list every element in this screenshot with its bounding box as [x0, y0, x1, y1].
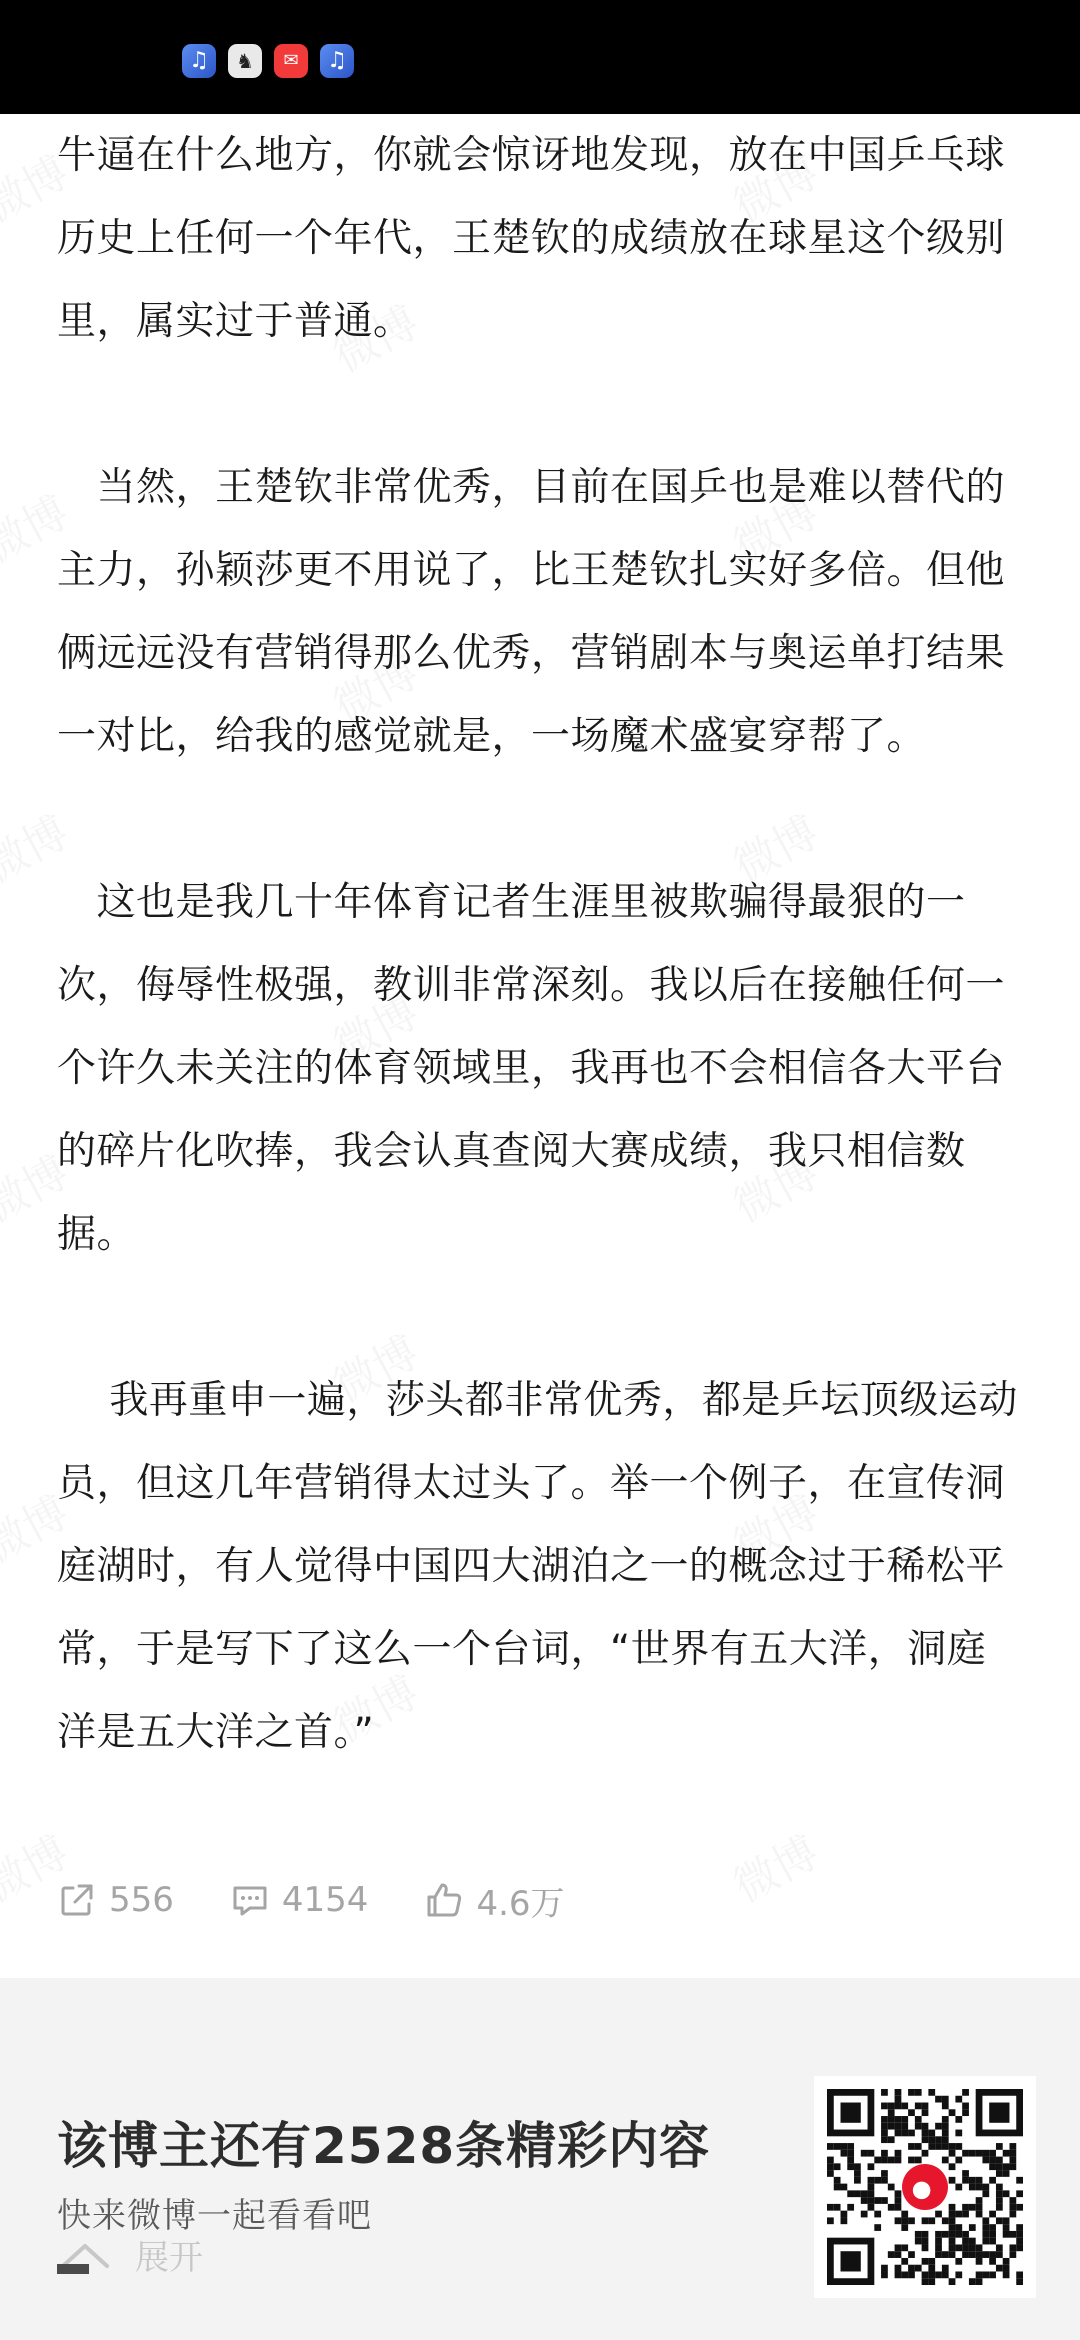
article-paragraph: 牛逼在什么地方，你就会惊讶地发现，放在中国乒乓球历史上任何一个年代，王楚钦的成绩放在球星这个级别里，属实过于普通。	[57, 133, 1006, 344]
promo-subtitle: 快来微博一起看看吧	[57, 2196, 372, 2236]
promo-divider	[57, 2264, 89, 2274]
repost-button[interactable]	[57, 1880, 174, 1920]
thumbs-up-icon	[424, 1880, 464, 1920]
like-button[interactable]	[424, 1876, 564, 1925]
app-promo-panel	[0, 1978, 1080, 2340]
status-bar	[0, 0, 1080, 114]
qr-code[interactable]	[814, 2076, 1036, 2298]
comment-icon	[230, 1880, 270, 1920]
game-icon: ♞	[228, 44, 262, 78]
like-count: 4.6万	[476, 1883, 565, 1924]
repost-count: 556	[109, 1880, 174, 1920]
notification-icons	[182, 44, 354, 78]
comment-count: 4154	[281, 1880, 369, 1920]
music-icon: ♫	[182, 44, 216, 78]
post-actions	[57, 1870, 621, 1930]
promo-title: 该博主还有2528条精彩内容	[57, 2117, 711, 2175]
repost-icon	[57, 1880, 97, 1920]
expand-label: 展开	[135, 2238, 203, 2278]
article-paragraph: 当然，王楚钦非常优秀，目前在国乒也是难以替代的主力，孙颖莎更不用说了，比王楚钦扎实好多倍。但他俩远远没有营销得那么优秀，营销剧本与奥运单打结果一对比，给我的感觉就是，一场魔术盛宴穿帮了。	[57, 465, 1006, 759]
article-paragraph: 这也是我几十年体育记者生涯里被欺骗得最狠的一次，侮辱性极强，教训非常深刻。我以后在接触任何一个许久未关注的体育领域里，我再也不会相信各大平台的碎片化吹捧，我会认真查阅大赛成绩，我只相信数据。	[57, 880, 1006, 1257]
qr-code-icon	[827, 2089, 1023, 2285]
mail-icon: ✉	[274, 44, 308, 78]
article-paragraph: 我再重申一遍，莎头都非常优秀，都是乒坛顶级运动员，但这几年营销得太过头了。举一个例子，在宣传洞庭湖时，有人觉得中国四大湖泊之一的概念过于稀松平常，于是写下了这么一个台词，“世界有五大洋，洞庭洋是五大洋之首。”	[57, 1378, 1018, 1755]
article-body	[57, 114, 1023, 1857]
comment-button[interactable]	[230, 1880, 369, 1920]
music-icon: ♫	[320, 44, 354, 78]
